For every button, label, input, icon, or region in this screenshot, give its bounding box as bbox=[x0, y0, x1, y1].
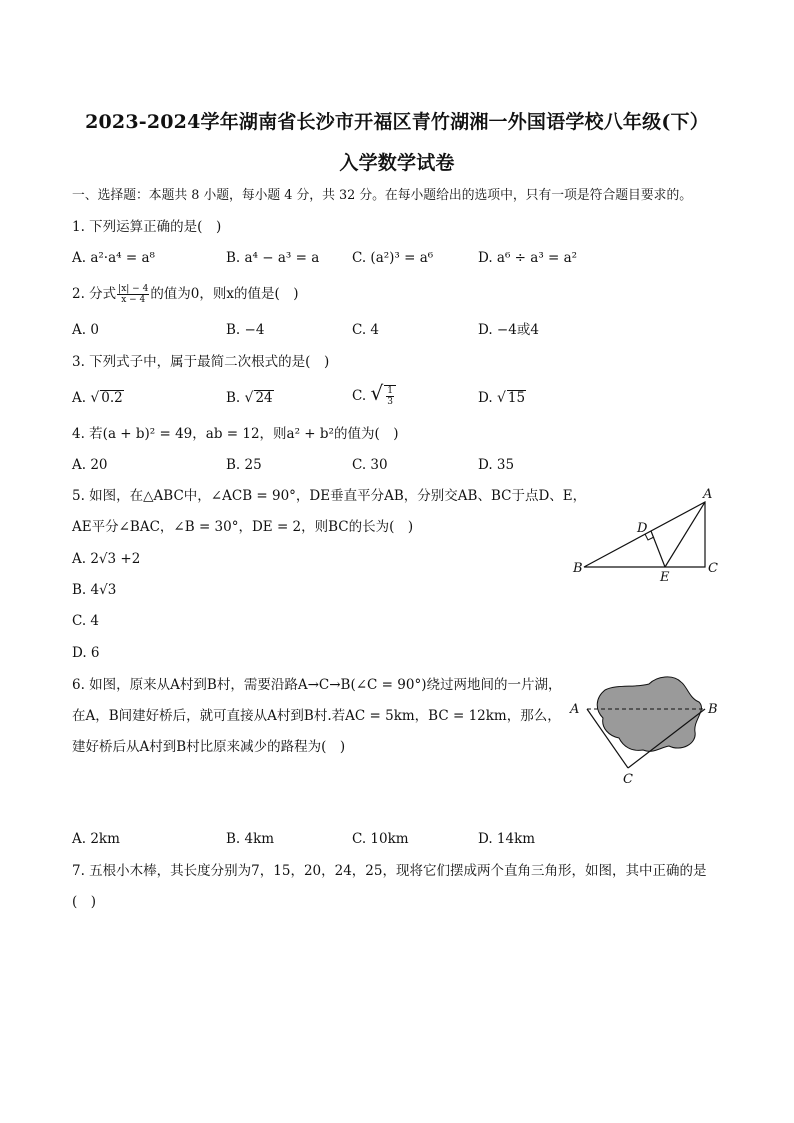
q6-stem-line1: 6. 如图，原来从A村到B村，需要沿路A→C→B(∠C = 90°)绕过两地间的一片湖， bbox=[72, 677, 562, 693]
q5-stem-line2: AE平分∠BAC，∠B = 30°，DE = 2，则BC的长为( ) bbox=[72, 519, 414, 535]
q4-option-b: B. 25 bbox=[226, 457, 262, 473]
q2-fraction bbox=[117, 284, 149, 305]
q3-option-c-denominator: 3 bbox=[387, 397, 393, 407]
q3-option-a bbox=[72, 389, 124, 407]
exam-title-line1: 2023-2024学年湖南省长沙市开福区青竹湖湘一外国语学校八年级(下） bbox=[85, 111, 709, 133]
q3-option-c-letter: C. bbox=[352, 388, 367, 404]
label-a: A bbox=[703, 487, 713, 502]
q3-option-c-radicand bbox=[384, 385, 396, 407]
q6-option-c: C. 10km bbox=[352, 831, 409, 847]
q2-fraction-denominator: x − 4 bbox=[121, 295, 146, 305]
q3-option-a-letter: A. bbox=[72, 390, 87, 406]
q3-option-c-numerator: 1 bbox=[387, 386, 393, 396]
q6-option-d: D. 14km bbox=[478, 831, 536, 847]
q3-option-b-letter: B. bbox=[226, 390, 241, 406]
segment-de bbox=[651, 531, 665, 567]
q4-option-d: D. 35 bbox=[478, 457, 515, 473]
q2-fraction-numerator: |x| − 4 bbox=[118, 284, 149, 294]
label-c: C bbox=[708, 561, 718, 576]
label-e: E bbox=[660, 570, 670, 584]
q5-option-b: B. 4√3 bbox=[72, 582, 117, 598]
q1-option-c: C. (a²)³ = a⁶ bbox=[352, 250, 434, 266]
label-c: C bbox=[623, 772, 633, 787]
section-heading: 一、选择题：本题共 8 小题，每小题 4 分，共 32 分。在每小题给出的选项中，只有一项是符合题目要求的。 bbox=[72, 188, 693, 203]
q5-option-c: C. 4 bbox=[72, 613, 100, 629]
q3-option-d bbox=[478, 389, 526, 407]
q2-option-b: B. −4 bbox=[226, 322, 265, 338]
q5-option-d: D. 6 bbox=[72, 645, 100, 661]
q1-option-d: D. a⁶ ÷ a³ = a² bbox=[478, 250, 578, 266]
label-d: D bbox=[637, 521, 648, 536]
q3-stem: 3. 下列式子中，属于最简二次根式的是( ) bbox=[72, 354, 330, 370]
q2-stem-suffix: 的值为0，则x的值是( ) bbox=[150, 286, 299, 302]
q2-option-d: D. −4或4 bbox=[478, 322, 539, 338]
label-b: B bbox=[573, 561, 583, 576]
q3-option-d-radicand: 15 bbox=[507, 390, 526, 406]
q3-option-a-radicand: 0.2 bbox=[101, 390, 123, 406]
radical-sign-icon: √ bbox=[496, 390, 506, 406]
q5-option-a: A. 2√3 +2 bbox=[72, 551, 141, 567]
q7-stem-line1: 7. 五根小木棒，其长度分别为7，15，20，24，25，现将它们摆成两个直角三角形，如图，其中正确的是 bbox=[72, 863, 707, 879]
q3-option-c bbox=[352, 381, 396, 407]
q5-triangle-figure bbox=[568, 484, 728, 584]
q1-stem: 1. 下列运算正确的是( ) bbox=[72, 219, 222, 235]
q6-lake-figure bbox=[565, 672, 735, 790]
q3-option-c-fraction bbox=[386, 386, 394, 407]
q4-option-c: C. 30 bbox=[352, 457, 388, 473]
q6-option-a: A. 2km bbox=[72, 831, 120, 847]
lake-shape bbox=[597, 677, 701, 751]
q1-option-b: B. a⁴ − a³ = a bbox=[226, 250, 320, 266]
label-b: B bbox=[708, 702, 718, 717]
q6-stem-line3: 建好桥后从A村到B村比原来减少的路程为( ) bbox=[72, 739, 346, 755]
q2-stem-prefix: 2. 分式 bbox=[72, 286, 117, 302]
segment-ae bbox=[665, 502, 705, 567]
q6-stem-line2: 在A，B间建好桥后，就可直接从A村到B村.若AC = 5km，BC = 12km，那么， bbox=[72, 708, 561, 724]
q4-stem: 4. 若(a + b)² = 49，ab = 12，则a² + b²的值为( ) bbox=[72, 426, 399, 442]
q2-option-a: A. 0 bbox=[72, 322, 99, 338]
radical-sign-icon: √ bbox=[370, 381, 384, 405]
q3-option-b-radicand: 24 bbox=[255, 390, 273, 406]
q2-stem bbox=[72, 284, 299, 305]
radical-sign-icon: √ bbox=[244, 390, 254, 406]
exam-title-line2: 入学数学试卷 bbox=[339, 152, 455, 174]
q3-option-d-letter: D. bbox=[478, 390, 493, 406]
q7-stem-line2: ( ) bbox=[72, 894, 97, 910]
q3-option-b bbox=[226, 389, 274, 407]
q5-stem-line1: 5. 如图，在△ABC中，∠ACB = 90°，DE垂直平分AB，分别交AB、BC于点D、E， bbox=[72, 488, 587, 504]
radical-sign-icon: √ bbox=[90, 390, 100, 406]
q6-option-b: B. 4km bbox=[226, 831, 275, 847]
label-a: A bbox=[570, 702, 580, 717]
q1-option-a: A. a²·a⁴ = a⁸ bbox=[72, 250, 155, 266]
q4-option-a: A. 20 bbox=[72, 457, 108, 473]
q2-option-c: C. 4 bbox=[352, 322, 380, 338]
